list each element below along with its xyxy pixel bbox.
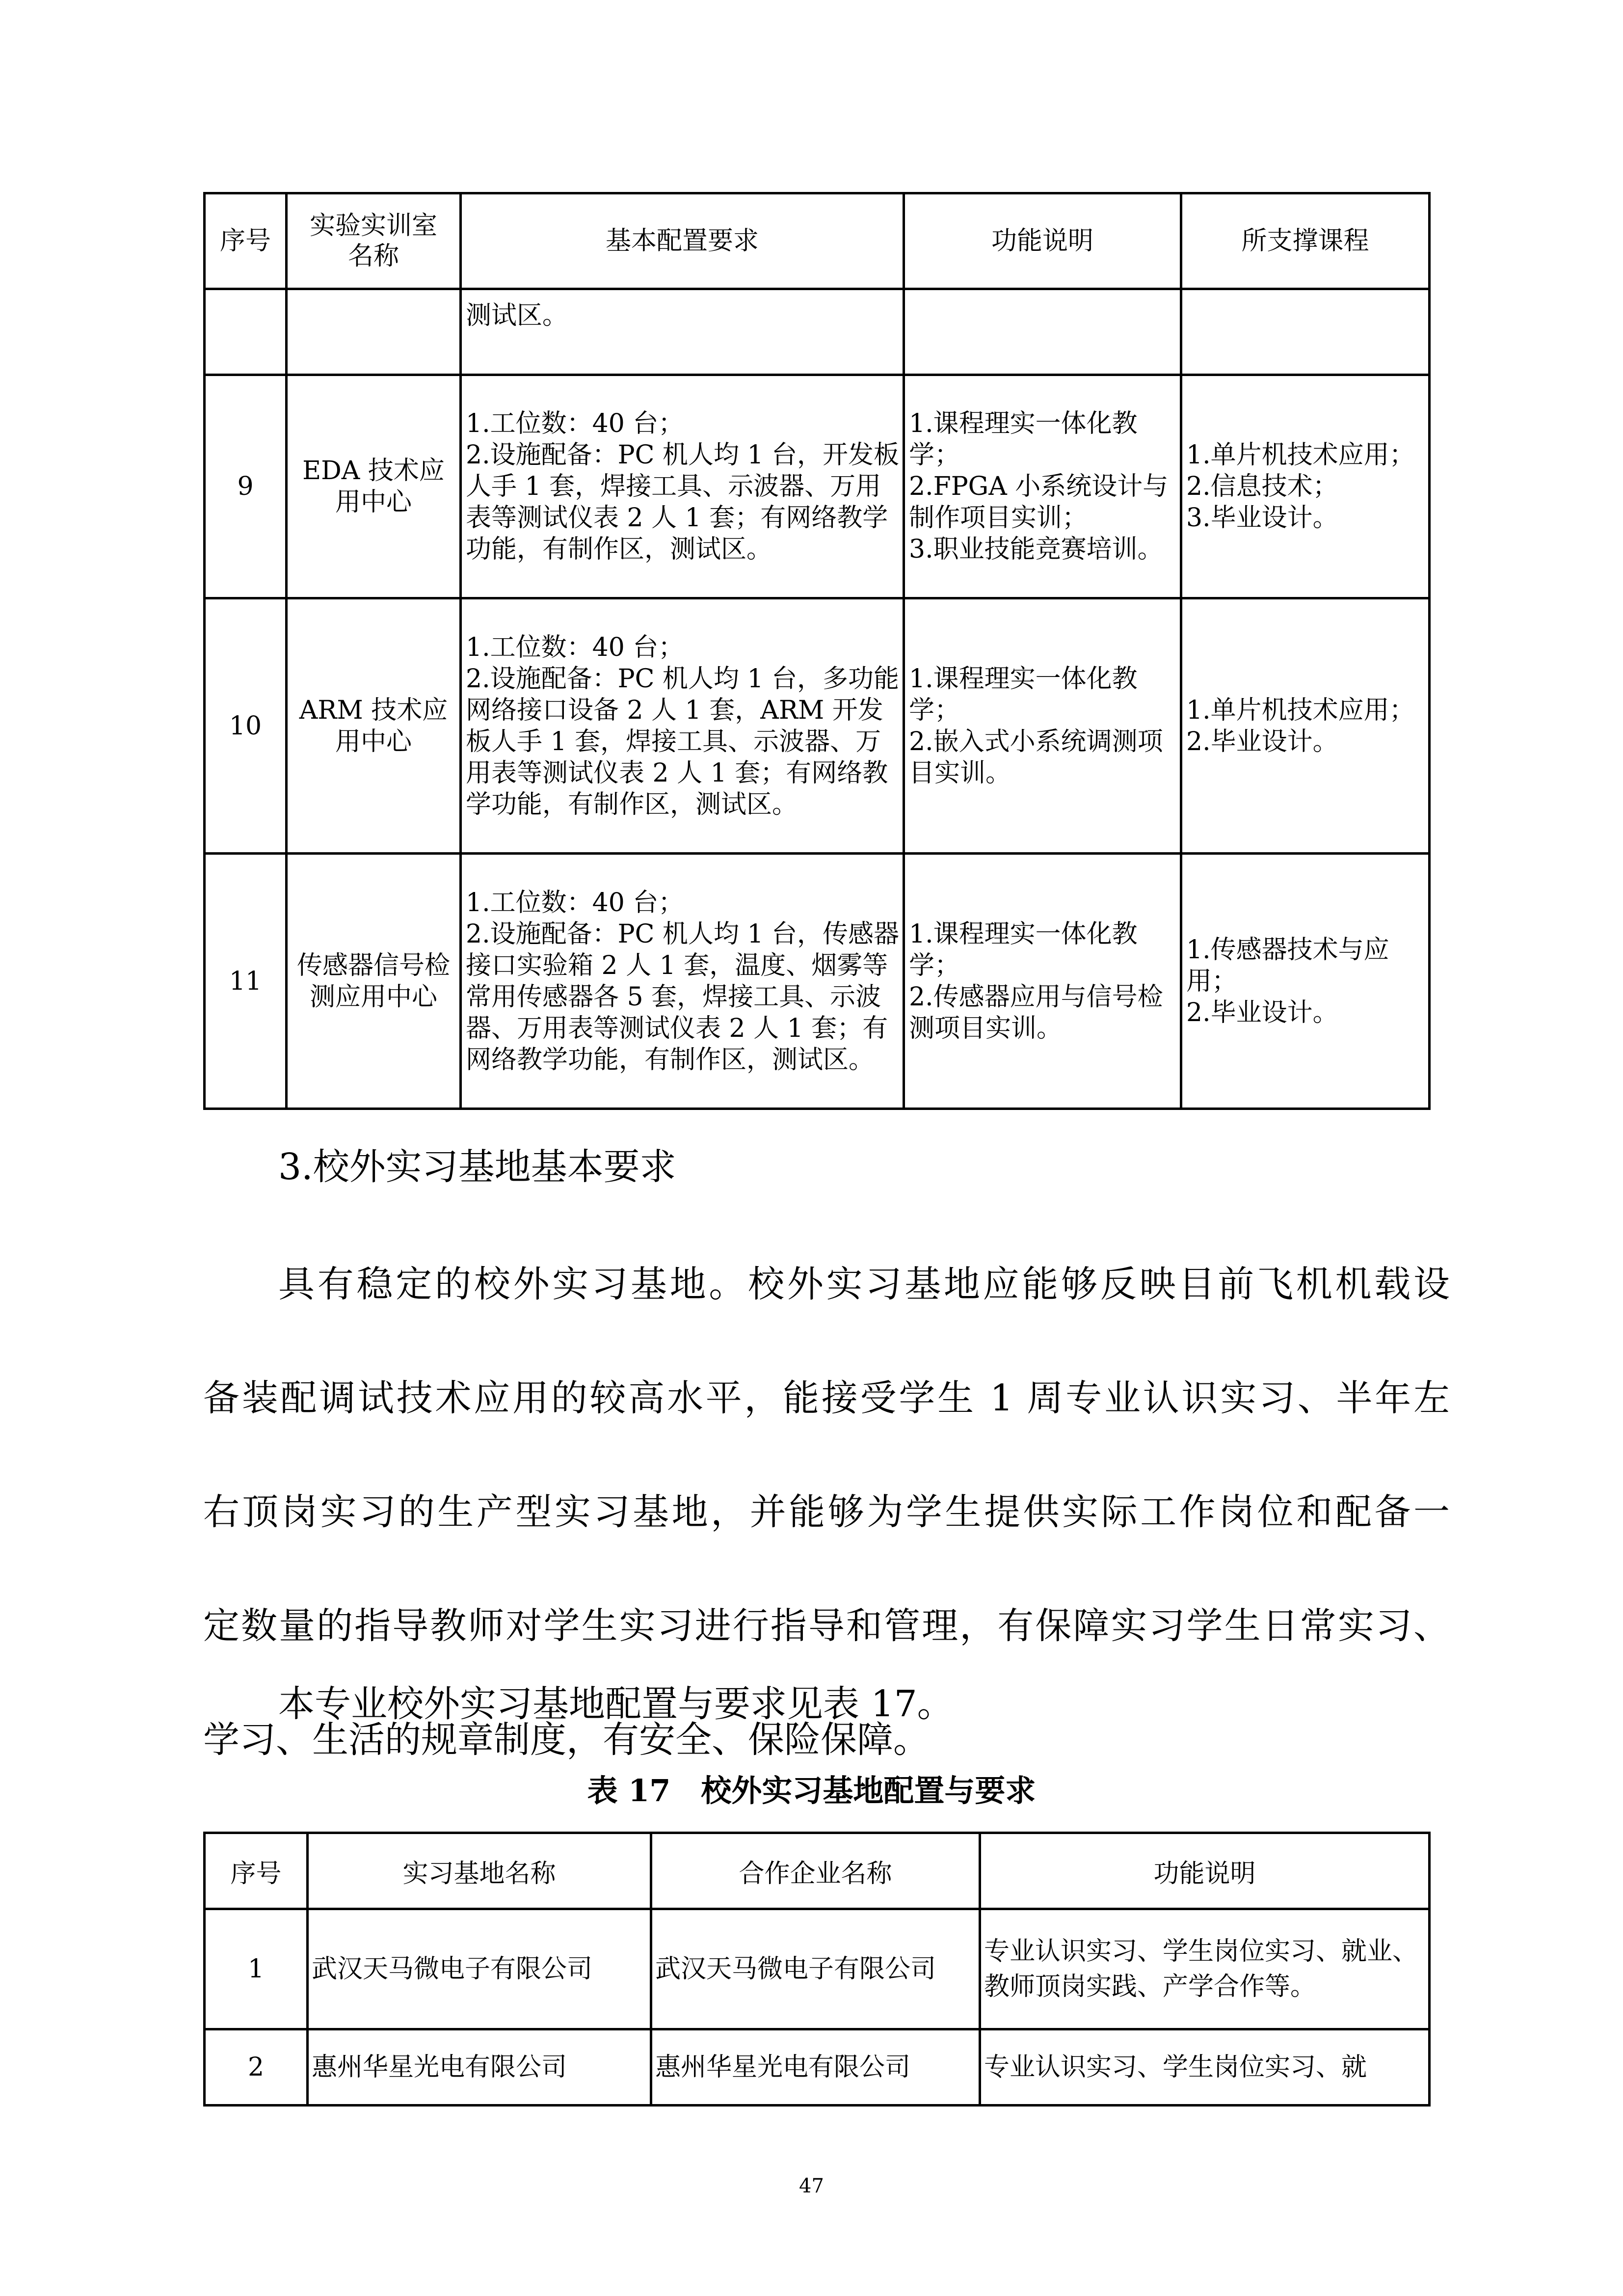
- cell-base-name: 武汉天马微电子有限公司: [308, 1909, 651, 2029]
- cell-lab-name: ARM 技术应用中心: [287, 598, 461, 854]
- header-function: 功能说明: [980, 1833, 1430, 1909]
- cell-function: 1.课程理实一体化教学； 2.FPGA 小系统设计与制作项目实训； 3.职业技能竞赛培训。: [904, 375, 1181, 598]
- header-function: 功能说明: [904, 193, 1181, 289]
- cell-no: 10: [205, 598, 287, 854]
- section-heading: 3.校外实习基地基本要求: [278, 1146, 676, 1188]
- cell-lab-name: 传感器信号检测应用中心: [287, 854, 461, 1109]
- cell-no: 1: [205, 1909, 308, 2029]
- paragraph-line: 学习、生活的规章制度，有安全、保险保障。: [203, 1719, 930, 1761]
- cell-no: 2: [205, 2029, 308, 2106]
- header-company-name: 合作企业名称: [651, 1833, 980, 1909]
- table-row: [205, 598, 1430, 854]
- table-row: [205, 289, 1430, 375]
- cell-courses: 1.传感器技术与应用； 2.毕业设计。: [1181, 854, 1430, 1109]
- cell-function: 1.课程理实一体化教学； 2.嵌入式小系统调测项目实训。: [904, 598, 1181, 854]
- cell-company-name: 武汉天马微电子有限公司: [651, 1909, 980, 2029]
- table-row: [205, 2029, 1430, 2106]
- cell-config: 1.工位数：40 台； 2.设施配备：PC 机人均 1 台，多功能网络接口设备 2 人 1 套，ARM 开发板人手 1 套，焊接工具、示波器、万用表等测试仪表 2 人 1 套；有网络教学功能，有制作区，测试区。: [461, 598, 904, 854]
- table-row: [205, 1909, 1430, 2029]
- table-header-row: [205, 193, 1430, 289]
- cell-company-name: 惠州华星光电有限公司: [651, 2029, 980, 2106]
- cell-function: [904, 289, 1181, 375]
- cell-no: 11: [205, 854, 287, 1109]
- header-base-name: 实习基地名称: [308, 1833, 651, 1909]
- cell-lab-name: EDA 技术应用中心: [287, 375, 461, 598]
- header-no: 序号: [205, 1833, 308, 1909]
- cell-function: 专业认识实习、学生岗位实习、就业、教师顶岗实践、产学合作等。: [980, 1909, 1430, 2029]
- table-caption: 表 17 校外实习基地配置与要求: [587, 1773, 1036, 1809]
- internship-base-table: [203, 1832, 1431, 2107]
- cell-config: 1.工位数：40 台； 2.设施配备：PC 机人均 1 台，开发板人手 1 套，焊接工具、示波器、万用表等测试仪表 2 人 1 套；有网络教学功能，有制作区，测试区。: [461, 375, 904, 598]
- table-row: [205, 854, 1430, 1109]
- body-paragraph-2: 本专业校外实习基地配置与要求见表 17。: [278, 1683, 954, 1725]
- paragraph-line: 备装配调试技术应用的较高水平，能接受学生 1 周专业认识实习、半年左: [203, 1377, 1450, 1419]
- cell-lab-name: [287, 289, 461, 375]
- cell-config: 1.工位数：40 台； 2.设施配备：PC 机人均 1 台，传感器接口实验箱 2 人 1 套，温度、烟雾等常用传感器各 5 套，焊接工具、示波器、万用表等测试仪表 2 人 1 套；有网络教学功能，有制作区，测试区。: [461, 854, 904, 1109]
- cell-function: 专业认识实习、学生岗位实习、就: [980, 2029, 1430, 2106]
- cell-config: 测试区。: [461, 289, 904, 375]
- header-courses: 所支撑课程: [1181, 193, 1430, 289]
- cell-courses: 1.单片机技术应用； 2.毕业设计。: [1181, 598, 1430, 854]
- header-config: 基本配置要求: [461, 193, 904, 289]
- header-no: 序号: [205, 193, 287, 289]
- cell-courses: 1.单片机技术应用； 2.信息技术； 3.毕业设计。: [1181, 375, 1430, 598]
- cell-function: 1.课程理实一体化教学； 2.传感器应用与信号检测项目实训。: [904, 854, 1181, 1109]
- header-lab-name: 实验实训室名称: [287, 193, 461, 289]
- cell-base-name: 惠州华星光电有限公司: [308, 2029, 651, 2106]
- paragraph-line: 右顶岗实习的生产型实习基地，并能够为学生提供实际工作岗位和配备一: [203, 1491, 1450, 1533]
- paragraph-line: 定数量的指导教师对学生实习进行指导和管理，有保障实习学生日常实习、: [203, 1605, 1450, 1647]
- lab-config-table: [203, 192, 1431, 1110]
- paragraph-line: 具有稳定的校外实习基地。校外实习基地应能够反映目前飞机机载设: [278, 1263, 1450, 1305]
- table-header-row: [205, 1833, 1430, 1909]
- cell-no: [205, 289, 287, 375]
- page-number: 47: [799, 2175, 824, 2197]
- cell-no: 9: [205, 375, 287, 598]
- table-row: [205, 375, 1430, 598]
- cell-courses: [1181, 289, 1430, 375]
